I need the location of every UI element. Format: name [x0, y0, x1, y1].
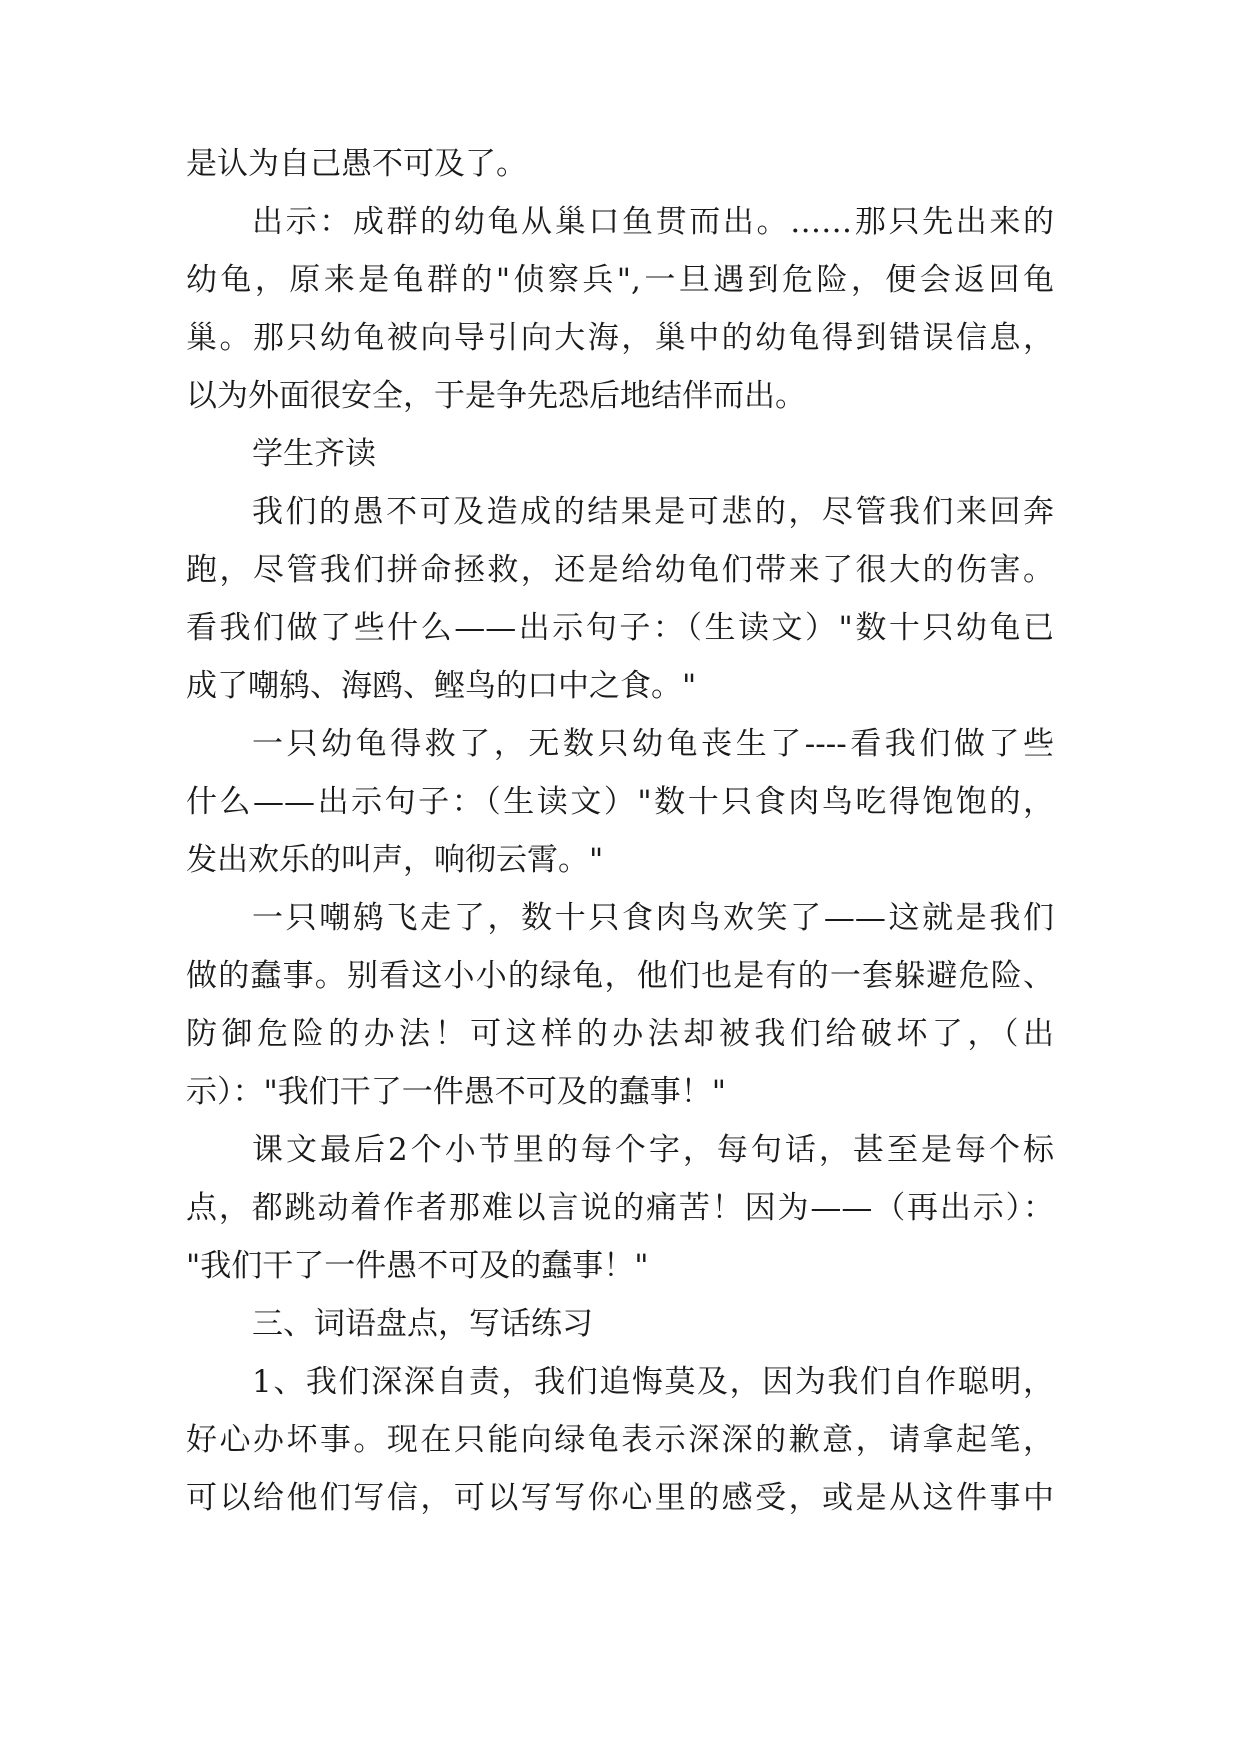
text-line-10: 成了嘲鸫、海鸥、鲣鸟的口中之食。": [186, 668, 697, 704]
text-line-18: 课文最后2个小节里的每个字，每句话，甚至是每个标: [252, 1132, 1054, 1168]
text-line-19: 点，都跳动着作者那难以言说的痛苦！因为——（再出示）：: [186, 1190, 1054, 1226]
text-line-17: 示）："我们干了一件愚不可及的蠢事！": [186, 1074, 727, 1110]
text-line-8: 跑，尽管我们拼命拯救，还是给幼龟们带来了很大的伤害。: [186, 552, 1054, 588]
text-line-7: 我们的愚不可及造成的结果是可悲的，尽管我们来回奔: [252, 494, 1054, 530]
text-line-4: 巢。那只幼龟被向导引向大海，巢中的幼龟得到错误信息，: [186, 320, 1054, 356]
text-line-6: 学生齐读: [252, 436, 376, 472]
text-line-14: 一只嘲鸫飞走了，数十只食肉鸟欢笑了——这就是我们: [252, 900, 1054, 936]
text-line-22: 1、我们深深自责，我们追悔莫及，因为我们自作聪明，: [252, 1364, 1054, 1400]
text-line-12: 什么——出示句子：（生读文）"数十只食肉鸟吃得饱饱的，: [186, 784, 1054, 820]
text-line-2: 出示：成群的幼龟从巢口鱼贯而出。……那只先出来的: [252, 204, 1054, 240]
text-line-16: 防御危险的办法！可这样的办法却被我们给破坏了，（出: [186, 1016, 1054, 1052]
text-line-23: 好心办坏事。现在只能向绿龟表示深深的歉意，请拿起笔，: [186, 1422, 1054, 1458]
text-line-9: 看我们做了些什么——出示句子：（生读文）"数十只幼龟已: [186, 610, 1054, 646]
text-line-5: 以为外面很安全，于是争先恐后地结伴而出。: [186, 378, 806, 414]
text-line-3: 幼龟，原来是龟群的"侦察兵",一旦遇到危险，便会返回龟: [186, 262, 1054, 298]
text-line-20: "我们干了一件愚不可及的蠢事！": [186, 1248, 649, 1284]
text-line-1: 是认为自己愚不可及了。: [186, 146, 527, 182]
text-line-15: 做的蠢事。别看这小小的绿龟，他们也是有的一套躲避危险、: [186, 958, 1054, 994]
text-line-13: 发出欢乐的叫声，响彻云霄。": [186, 842, 604, 878]
text-line-24: 可以给他们写信，可以写写你心里的感受，或是从这件事中: [186, 1480, 1054, 1516]
text-line-11: 一只幼龟得救了，无数只幼龟丧生了----看我们做了些: [252, 726, 1054, 762]
section-heading: 三、词语盘点，写话练习: [252, 1306, 593, 1342]
